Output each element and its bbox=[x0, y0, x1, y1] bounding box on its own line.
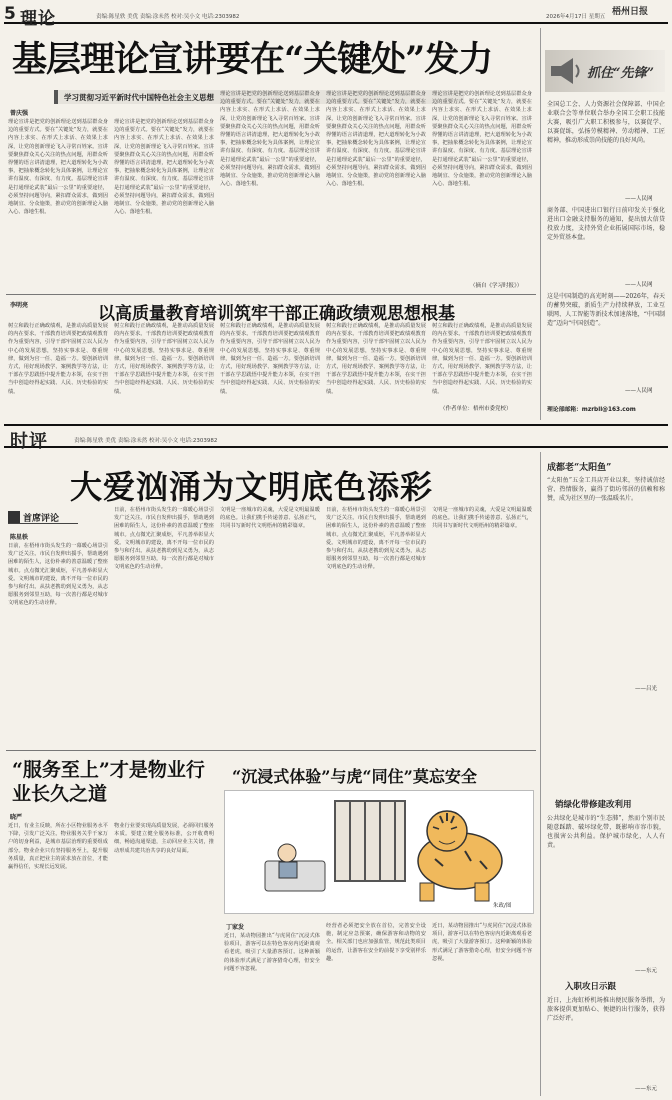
lead-headline: 基层理论宣讲要在“关键处”发力 bbox=[12, 39, 493, 80]
sidebar2 bbox=[540, 452, 668, 1096]
sidebar-item-2: 商务部、中国进出口银行日前印发关于强化进出口金融支持服务的通知，提出加大信贷投放力度，支持外贸企业拓展国际市场，稳定外贸基本盘。 bbox=[547, 207, 665, 241]
column-name: 首席评论 bbox=[23, 514, 60, 524]
lead-body-col5: 理论宣讲是把党的创新理论送到基层群众身边的重要方式。要在“关键处”发力，就要在内容上求实、在形式上求活、在效果上求深，让党的创新理论飞入寻常百姓家。宣讲要聚焦群众关心关注的热点问题，用群众听得懂的语言讲清道理，把大道理转化为小故事，把抽象概念转化为具体案例，让理论宣讲有温度、有深度、有力度。基层理论宣讲是打通理论武装“最后一公里”的重要途径，必须坚持问题导向，紧扣群众需求，做到因地制宜、分众施策，推动党的创新理论入脑入心、落地生根。 bbox=[432, 91, 532, 188]
cartoon-panel bbox=[224, 790, 534, 914]
service-body-col1: 近日，有业主反映，所在小区物业服务水平下降，引发广泛关注。物业服务关乎千家万户的切身利益，是城市基层治理的重要组成部分。物业企业只有坚持服务至上，提升服务质量，真正把业主的需求放在首位，才能赢得信任，实现长远发展。 bbox=[8, 823, 108, 871]
divider bbox=[6, 750, 536, 751]
sidebar-src-3: ——人民网 bbox=[625, 388, 653, 394]
sidebar-title: 抓住“先锋” bbox=[587, 66, 654, 81]
shiping-author: 陈星轶 bbox=[10, 534, 29, 541]
sidebar-item-1: 全国总工会、人力资源社会保障部、中国企业联合会等单位联合举办全国工会职工技能大赛，吸引广大职工积极参与，以赛促学、以赛促练，弘扬劳模精神、劳动精神、工匠精神，推动形成崇尚技能的良好风尚。 bbox=[547, 101, 665, 144]
lead-note: （摘自《学习时报》） bbox=[470, 283, 523, 289]
column-badge-mark bbox=[8, 511, 20, 523]
page-number: 5 bbox=[4, 4, 16, 24]
header-date: 2026年4月17日 星期五 bbox=[546, 14, 606, 20]
shiping-body-col3: 文明是一座城市的灵魂，大爱是文明最温暖的底色。让我们携手传递善意、弘扬正气，共同书写新时代文明梧州的精彩篇章。 bbox=[220, 507, 320, 530]
immersive-headline: “沉浸式体验”与虎“同住”莫忘安全 bbox=[232, 767, 477, 786]
section2-title: 时评 bbox=[10, 431, 48, 452]
second-body-col3: 树立和践行正确政绩观，是推动高质量发展的内在要求。干部教育培训要把政绩观教育作为重要内容，引导干部牢固树立以人民为中心的发展思想，坚持实事求是、尊重规律，做到为官一任、造福一方。要创新培训方式，用好现场教学、案例教学等方法，让干部在学思践悟中提升能力本领，在实干担当中创造经得起实践、人民、历史检验的实绩。 bbox=[220, 323, 320, 395]
tiger-cartoon-illustration bbox=[225, 791, 533, 913]
sidebar2-text-3: 近日，上海虹桥机场推出便民服务举措，为旅客提供更加贴心、便捷的出行服务，获得广泛好评。 bbox=[547, 997, 665, 1022]
sidebar2-head-3: 入职攻日示跟 bbox=[565, 982, 617, 992]
paper-name: 梧州日报 bbox=[612, 7, 649, 17]
shiping-body-col5: 文明是一座城市的灵魂，大爱是文明最温暖的底色。让我们携手传递善意、弘扬正气，共同书写新时代文明梧州的精彩篇章。 bbox=[432, 507, 532, 530]
second-headline: 以高质量教育培训筑牢干部正确政绩观思想根基 bbox=[98, 304, 455, 324]
shiping-body-col4: 日前，在梧州市街头发生的一幕暖心场景引发广泛关注。市民自发伸出援手，帮助遇到困难的陌生人，这份朴素的善意温暖了整座城市。点点微光汇聚成炬，平凡善举彰显大爱。文明城市的建设，离不开每一位市民的参与和付出。从扶老携幼到见义勇为，从志愿服务到邻里互助，每一次善行都是对城市文明底色的生动诠释。 bbox=[326, 507, 426, 571]
sidebar-src-1: ——人民网 bbox=[625, 196, 653, 202]
sidebar-contact: 理论部邮箱：mzrbll@163.com bbox=[547, 407, 636, 413]
section2-editors: 责编:陈星轶 美优 责编:涂未然 校对:吴小文 电话:2303982 bbox=[74, 438, 218, 444]
lead-author: 曾庆强 bbox=[10, 110, 29, 117]
second-note: （作者单位：梧州市委党校） bbox=[440, 406, 512, 412]
second-author: 李明亮 bbox=[10, 302, 29, 309]
second-body-col1: 树立和践行正确政绩观，是推动高质量发展的内在要求。干部教育培训要把政绩观教育作为重要内容，引导干部牢固树立以人民为中心的发展思想，坚持实事求是、尊重规律，做到为官一任、造福一方。要创新培训方式，用好现场教学、案例教学等方法，让干部在学思践悟中提升能力本领，在实干担当中创造经得起实践、人民、历史检验的实绩。 bbox=[8, 323, 108, 395]
lead-subtitle: 学习贯彻习近平新时代中国特色社会主义思想 bbox=[64, 93, 214, 102]
section-title: 理论 bbox=[20, 9, 56, 29]
second-body-col4: 树立和践行正确政绩观，是推动高质量发展的内在要求。干部教育培训要把政绩观教育作为重要内容，引导干部牢固树立以人民为中心的发展思想，坚持实事求是、尊重规律，做到为官一任、造福一方。要创新培训方式，用好现场教学、案例教学等方法，让干部在学思践悟中提升能力本领，在实干担当中创造经得起实践、人民、历史检验的实绩。 bbox=[326, 323, 426, 395]
loudspeaker-icon bbox=[547, 56, 583, 86]
sidebar-item-3: 这是中国制造的高光时刻——2026年，春天的蓄势突破，新质生产力持续释放，工业互联网、人工智能等新技术加速落地，“中国制造”迈向“中国创造”。 bbox=[547, 293, 665, 327]
lead-body-col4: 理论宣讲是把党的创新理论送到基层群众身边的重要方式。要在“关键处”发力，就要在内容上求实、在形式上求活、在效果上求深，让党的创新理论飞入寻常百姓家。宣讲要聚焦群众关心关注的热点问题，用群众听得懂的语言讲清道理，把大道理转化为小故事，把抽象概念转化为具体案例，让理论宣讲有温度、有深度、有力度。基层理论宣讲是打通理论武装“最后一公里”的重要途径，必须坚持问题导向，紧扣群众需求，做到因地制宜、分众施策，推动党的创新理论入脑入心、落地生根。 bbox=[326, 91, 426, 188]
immersive-body-col2: 经营者必须把安全放在首位，完善安全设施，制定应急预案，确保游客和动物的安全。相关部门也应加强监管，规范此类项目的运营，让游客在安全的前提下享受别样乐趣。 bbox=[326, 923, 426, 962]
header-editors: 责编:陈星轶 美优 责编:涂未然 校对:吴小文 电话:2303982 bbox=[96, 14, 240, 20]
service-headline: “服务至上”才是物业行业长久之道 bbox=[12, 759, 205, 805]
sidebar2-text-2: 公共绿化是城市的“生态肺”，然而个别市民随意踩踏、破坏绿化带，既影响市容市貌，也损害公共利益。保护城市绿化，人人有责。 bbox=[547, 815, 665, 849]
sidebar2-src-3: ——东元 bbox=[635, 1086, 658, 1092]
shiping-body-col1: 日前，在梧州市街头发生的一幕暖心场景引发广泛关注。市民自发伸出援手，帮助遇到困难的陌生人，这份朴素的善意温暖了整座城市。点点微光汇聚成炬，平凡善举彰显大爱。文明城市的建设，离不开每一位市民的参与和付出。从扶老携幼到见义勇为，从志愿服务到邻里互助，每一次善行都是对城市文明底色的生动诠释。 bbox=[8, 543, 108, 607]
shiping-body-col2: 日前，在梧州市街头发生的一幕暖心场景引发广泛关注。市民自发伸出援手，帮助遇到困难的陌生人，这份朴素的善意温暖了整座城市。点点微光汇聚成炬，平凡善举彰显大爱。文明城市的建设，离不开每一位市民的参与和付出。从扶老携幼到见义勇为，从志愿服务到邻里互助，每一次善行都是对城市文明底色的生动诠释。 bbox=[114, 507, 214, 571]
service-author: 晓严 bbox=[10, 814, 23, 821]
sidebar-banner bbox=[545, 50, 665, 92]
sidebar-src-2: ——人民网 bbox=[625, 282, 653, 288]
second-body-col2: 树立和践行正确政绩观，是推动高质量发展的内在要求。干部教育培训要把政绩观教育作为重要内容，引导干部牢固树立以人民为中心的发展思想，坚持实事求是、尊重规律，做到为官一任、造福一方。要创新培训方式，用好现场教学、案例教学等方法，让干部在学思践悟中提升能力本领，在实干担当中创造经得起实践、人民、历史检验的实绩。 bbox=[114, 323, 214, 395]
section2-header bbox=[4, 424, 668, 452]
sidebar2-src-2: ——东元 bbox=[635, 968, 658, 974]
column-badge bbox=[8, 510, 78, 524]
immersive-body-col3: 近日，某动物园推出“与虎同住”沉浸式体验项目，游客可以在特色客房内近距离观看老虎，吸引了大量游客预订。这种新颖的体验形式满足了游客猎奇心理，但安全问题不容忽视。 bbox=[432, 923, 532, 962]
sidebar2-head-1: 成都老“太阳鱼” bbox=[547, 463, 612, 473]
immersive-body-col1: 近日，某动物园推出“与虎同住”沉浸式体验项目，游客可以在特色客房内近距离观看老虎，吸引了大量游客预订。这种新颖的体验形式满足了游客猎奇心理，但安全问题不容忽视。 bbox=[224, 933, 320, 972]
page-header bbox=[4, 4, 668, 29]
lead-body-col3: 理论宣讲是把党的创新理论送到基层群众身边的重要方式。要在“关键处”发力，就要在内容上求实、在形式上求活、在效果上求深，让党的创新理论飞入寻常百姓家。宣讲要聚焦群众关心关注的热点问题，用群众听得懂的语言讲清道理，把大道理转化为小故事，把抽象概念转化为具体案例，让理论宣讲有温度、有深度、有力度。基层理论宣讲是打通理论武装“最后一公里”的重要途径，必须坚持问题导向，紧扣群众需求，做到因地制宜、分众施策，推动党的创新理论入脑入心、落地生根。 bbox=[220, 91, 320, 188]
lead-body-col1: 理论宣讲是把党的创新理论送到基层群众身边的重要方式。要在“关键处”发力，就要在内容上求实、在形式上求活、在效果上求深，让党的创新理论飞入寻常百姓家。宣讲要聚焦群众关心关注的热点问题，用群众听得懂的语言讲清道理，把大道理转化为小故事，把抽象概念转化为具体案例，让理论宣讲有温度、有深度、有力度。基层理论宣讲是打通理论武装“最后一公里”的重要途径，必须坚持问题导向，紧扣群众需求，做到因地制宜、分众施策，推动党的创新理论入脑入心、落地生根。 bbox=[8, 119, 108, 216]
divider bbox=[6, 294, 536, 295]
lead-body-col2: 理论宣讲是把党的创新理论送到基层群众身边的重要方式。要在“关键处”发力，就要在内容上求实、在形式上求活、在效果上求深，让党的创新理论飞入寻常百姓家。宣讲要聚焦群众关心关注的热点问题，用群众听得懂的语言讲清道理，把大道理转化为小故事，把抽象概念转化为具体案例，让理论宣讲有温度、有深度、有力度。基层理论宣讲是打通理论武装“最后一公里”的重要途径，必须坚持问题导向，紧扣群众需求，做到因地制宜、分众施策，推动党的创新理论入脑入心、落地生根。 bbox=[114, 119, 214, 216]
second-body-col5: 树立和践行正确政绩观，是推动高质量发展的内在要求。干部教育培训要把政绩观教育作为重要内容，引导干部牢固树立以人民为中心的发展思想，坚持实事求是、尊重规律，做到为官一任、造福一方。要创新培训方式，用好现场教学、案例教学等方法，让干部在学思践悟中提升能力本领，在实干担当中创造经得起实践、人民、历史检验的实绩。 bbox=[432, 323, 532, 395]
shiping-headline: 大爱汹涌为文明底色添彩 bbox=[70, 468, 434, 506]
service-body-col2: 物业行业要实现高质量发展，必须回归服务本质。要建立健全服务标准，公开收费明细，畅通沟通渠道，主动回应业主关切，推动形成共建共治共享的良好局面。 bbox=[114, 823, 214, 854]
cartoon-caption: 朱政/图 bbox=[493, 903, 512, 909]
sidebar2-text-1: “太阳鱼”五金工具店开业以来，坚持诚信经营、热情服务，赢得了街坊邻居的信赖和称赞，成为社区里的一张温暖名片。 bbox=[547, 477, 665, 502]
sidebar bbox=[540, 28, 668, 420]
immersive-author: 丁家发 bbox=[226, 924, 245, 931]
sidebar2-head-2: 销绿化带修建改利用 bbox=[555, 800, 632, 810]
sidebar2-src-1: ——吕光 bbox=[635, 686, 658, 692]
